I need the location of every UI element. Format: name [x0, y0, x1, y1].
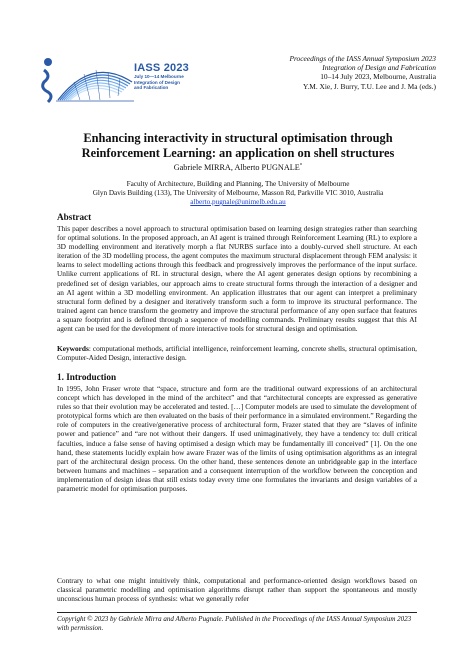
- title-line-1: Enhancing interactivity in structural optimisation through: [83, 131, 393, 145]
- proceedings-info: [289, 54, 436, 91]
- abstract-heading: Abstract: [57, 212, 92, 222]
- copyright-notice: Copyright © 2023 by Gabriele Mirra and Alberto Pugnale. Published in the Proceedings of the IASS Annual Symposium 2023 with permission.: [57, 615, 412, 632]
- logo-theme-2: and Fabrication: [134, 85, 169, 91]
- iass-logo: [40, 52, 200, 110]
- logo-text: [134, 62, 189, 91]
- page-header: [40, 52, 436, 110]
- proceedings-line-3: 10–14 July 2023, Melbourne, Australia: [320, 72, 436, 82]
- keywords: [57, 344, 417, 362]
- abstract-text: This paper describes a novel approach to structural optimisation based on learning design strategies rather than searching for optimal solutions. In the proposed approach, an AI agent is trained through Reinforcement Learning (RL) to explore a 3D modelling environment and iteratively morph a flat NURBS surface into a doubly-curved shell structure. At each iteration of the 3D modelling process, the agent computes the maximum structural displacement through FEM analysis: it learns to select modelling actions through this feedback and progressively improves the performance of the input surface. Unlike current applications of RL in structural design, where the AI agent generates design options by recombining a predefined set of design variables, our approach aims to create structural forms through the interaction of a designer and an AI agent within a 3D modelling environment. An application illustrates that our agent can interpret a preliminary structural form defined by a designer and iteratively transform such a form to improve its structural performance. The trained agent can hence transform the geometry and improve the structural performance of any open surface that features a square footprint and is defined through a sequence of modelling commands. Preliminary results suggest that this AI agent can be used for the development of more interactive tools for structural design and optimisation.: [57, 224, 417, 334]
- affiliation: [40, 180, 436, 207]
- keywords-text: : computational methods, artificial intelligence, reinforcement learning, concrete shells, structural optimisation, Computer-Aided Design, interactive design.: [57, 344, 417, 363]
- footer-rule: [57, 612, 417, 613]
- corresponding-author-mark: *: [299, 163, 303, 169]
- affiliation-line-1: Faculty of Architecture, Building and Planning, The University of Melbourne: [126, 180, 350, 188]
- title-line-2: Reinforcement Learning: an application on shell structures: [81, 146, 395, 160]
- logo-dates: July 10—14 Melbourne: [134, 74, 184, 79]
- logo-title: IASS 2023: [134, 62, 190, 74]
- introduction-paragraph-1: In 1995, John Fraser wrote that “space, structure and form are the traditional outward expressions of an architectural concept which has developed in the mind of the architect” and that “architectural concepts are expressed as generative rules so that their evolution may be accelerated and tested. […] Computer models are used to simulate the development of prototypical forms which are then evaluated on the basis of their performance in a simulated environment.” Regarding the role of computers in the creative/generative process of architectural form, Frazer stated that they are “slaves of infinite power and patience” and “are not without their dangers. If used unimaginatively, they have a tendency to: dull critical faculties, induce a false sense of having optimised a design which may be fundamentally ill conceived” [1]. On the one hand, these statements lucidly explain how aware Frazer was of the limits of using optimisation algorithms as an integral part of the architectural design process. On the other hand, these sentences denote an unbridgeable gap in the interface between humans and machines – separation and a consequent interruption of the workflow between the conception and implementation of design ideas that still exists today every time one formulates the invariants and design variables of a parametric model for optimisation purposes.: [57, 384, 417, 494]
- author-names: Gabriele MIRRA, Alberto PUGNALE: [173, 163, 300, 172]
- paper-title: [40, 131, 436, 161]
- introduction-paragraph-2: Contrary to what one might intuitively think, computational and performance-oriented design workflows based on classical parametric modelling and optimisation algorithms disrupt rather than support the spontaneous and mostly unconscious human process of synthesis: what we generally refer: [57, 576, 417, 604]
- proceedings-line-4: Y.M. Xie, J. Burry, T.U. Lee and J. Ma (eds.): [303, 81, 436, 91]
- logo-theme-1: Integration of Design: [134, 79, 180, 85]
- paper-authors: [40, 163, 436, 172]
- introduction-heading: 1. Introduction: [57, 372, 117, 382]
- affiliation-line-2: Glyn Davis Building (133), The University of Melbourne, Masson Rd, Parkville VIC 3010, Australia: [92, 189, 384, 197]
- author-email-link[interactable]: alberto.pugnale@unimelb.edu.au: [190, 198, 286, 206]
- keywords-label: Keywords: [57, 344, 89, 353]
- proceedings-line-1: Proceedings of the IASS Annual Symposium 2023: [289, 54, 436, 63]
- proceedings-line-2: Integration of Design and Fabrication: [322, 63, 436, 73]
